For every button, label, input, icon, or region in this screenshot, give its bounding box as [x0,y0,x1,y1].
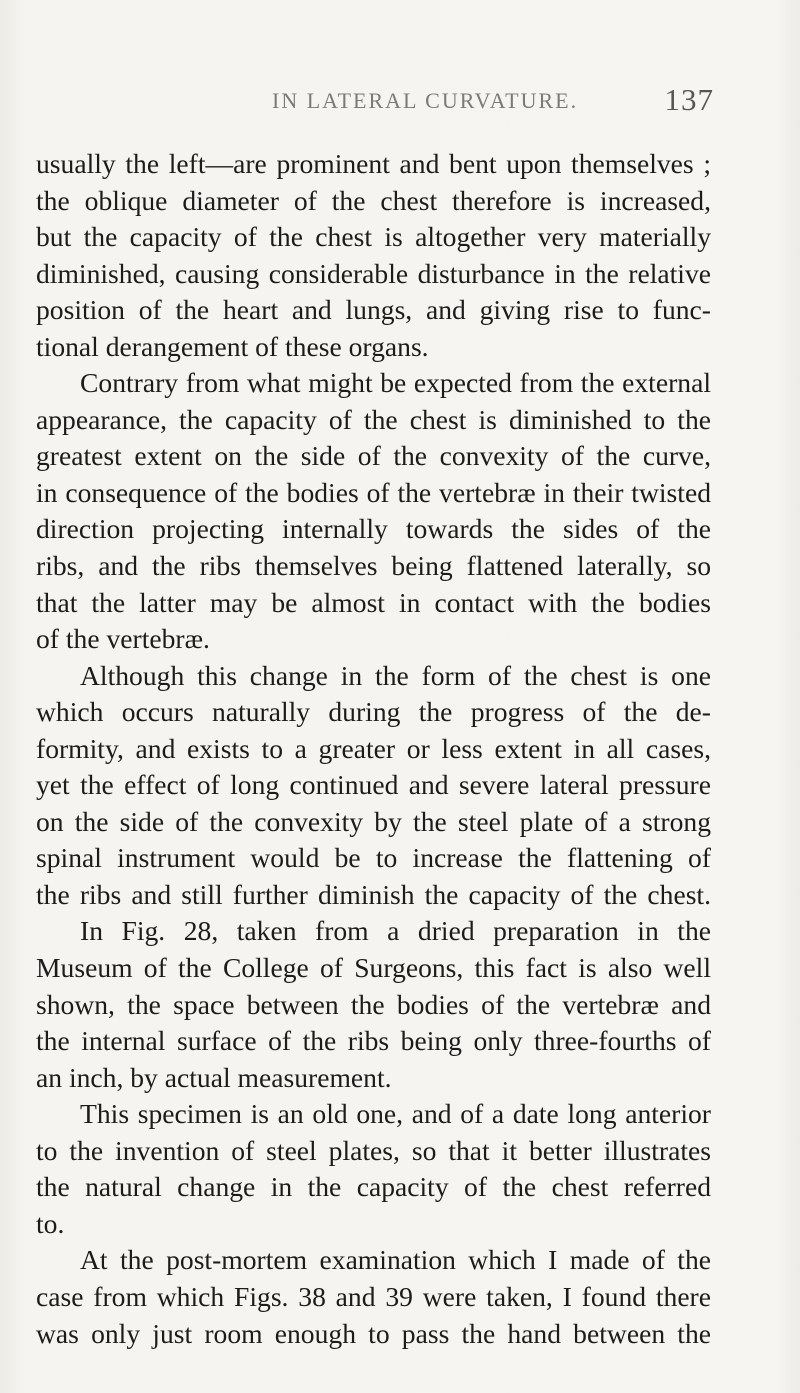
text-line: tional derangement of these organs. [36,330,429,362]
text-line: usually the left—are prominent and bent upon themselves ; [36,148,711,179]
text-line: on the side of the convexity by the steel plate of a strong [36,805,711,837]
text-line: the natural change in the capacity of the chest referred [36,1171,711,1203]
text-line: which occurs naturally during the progress of the de- [36,696,711,728]
running-title: IN LATERAL CURVATURE. [272,88,579,113]
text-line: shown, the space between the bodies of the vertebræ and [36,988,711,1020]
text-line: position of the heart and lungs, and giving rise to func- [36,294,711,326]
text-line: greatest extent on the side of the convexity of the curve, [36,440,711,472]
text-line: appearance, the capacity of the chest is diminished to the [36,403,711,435]
text-line: that the latter may be almost in contact with the bodies [36,586,711,618]
text-line: ribs, and the ribs themselves being flattened laterally, so [36,550,711,582]
text-line: to the invention of steel plates, so that it better illustrates [36,1134,711,1166]
text-line: At the post-mortem examination which I made of the [80,1244,711,1276]
text-line: This specimen is an old one, and of a date long anterior [80,1098,711,1130]
text-line: was only just room enough to pass the hand between the [36,1317,711,1349]
text-line: the internal surface of the ribs being only three-fourths of [36,1025,711,1057]
text-line: to. [36,1207,65,1239]
text-line: Although this change in the form of the chest is one [80,659,711,691]
text-line: an inch, by actual measurement. [36,1061,392,1093]
body-text [36,146,711,1352]
running-head [238,82,714,128]
text-line: case from which Figs. 38 and 39 were taken, I found there [36,1280,711,1312]
text-line: of the vertebræ. [36,623,210,655]
text-line: the oblique diameter of the chest therefore is increased, [36,184,711,216]
text-line: spinal instrument would be to increase the flattening of [36,842,711,874]
text-line: In Fig. 28, taken from a dried preparation in the [80,915,711,947]
text-line: but the capacity of the chest is altogether very materially [36,221,711,253]
text-line: formity, and exists to a greater or less extent in all cases, [36,732,711,764]
text-line: diminished, causing considerable disturbance in the relative [36,257,711,289]
page-number: 137 [664,82,714,117]
text-line: Contrary from what might be expected from the external [80,367,711,399]
text-line: direction projecting internally towards the sides of the [36,513,711,545]
text-line: Museum of the College of Surgeons, this fact is also well [36,952,711,984]
text-line: in consequence of the bodies of the vertebræ in their twisted [36,476,711,508]
text-line: the ribs and still further diminish the capacity of the chest. [36,878,711,910]
text-line: yet the effect of long continued and severe lateral pressure [36,769,711,801]
